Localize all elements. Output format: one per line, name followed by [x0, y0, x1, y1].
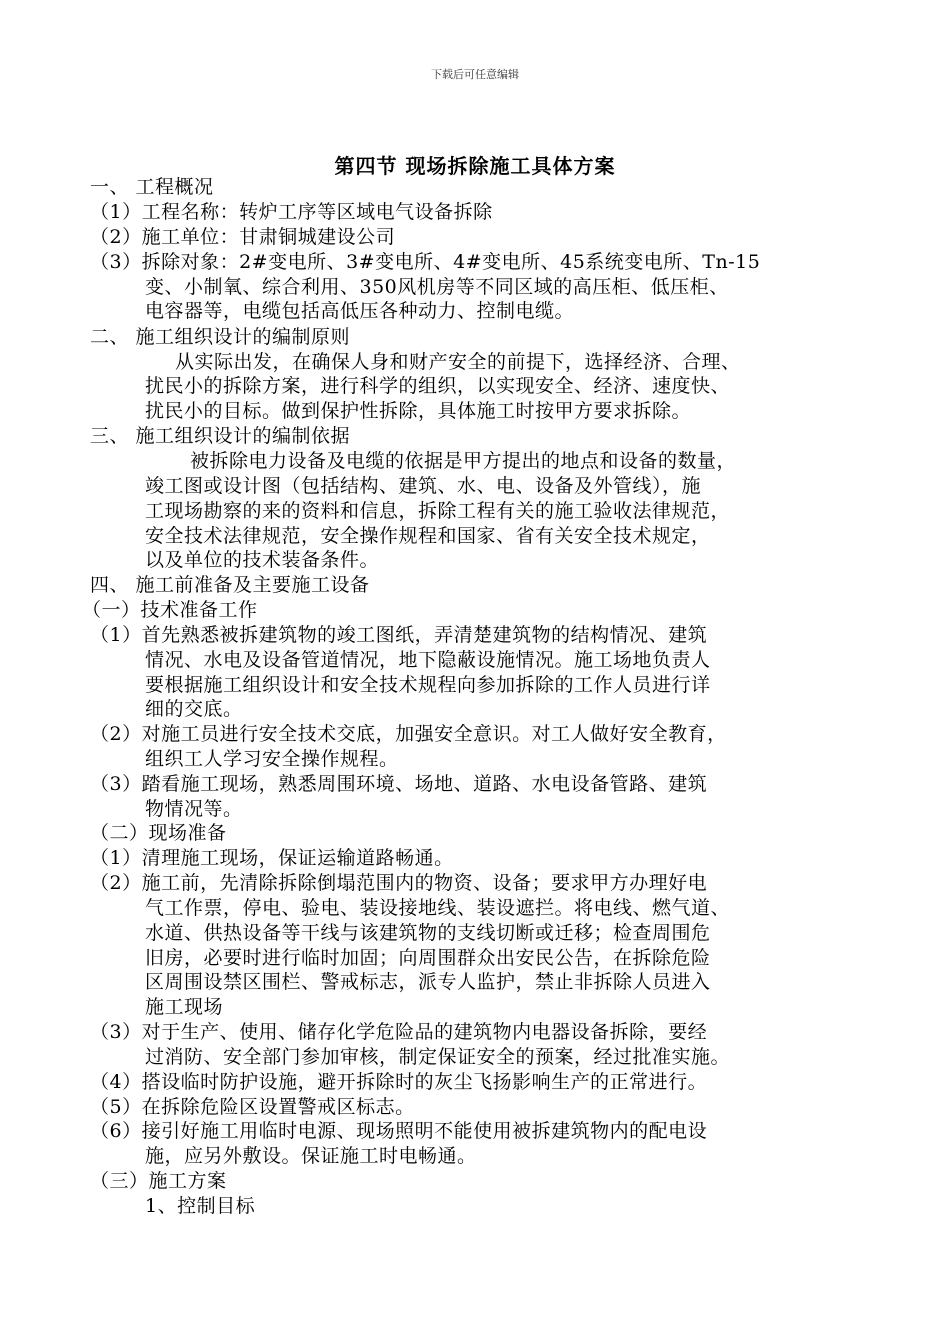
heading-2: 二、 施工组织设计的编制原则 — [90, 326, 351, 348]
section-title: 第四节 现场拆除施工具体方案 — [334, 154, 616, 178]
text-line: （1）清理施工现场，保证运输道路畅通。 — [90, 847, 454, 869]
text-line: 变、小制氧、综合利用、350风机房等不同区域的高压柜、低压柜、 — [145, 276, 729, 298]
text-line: （2）施工前，先清除拆除倒塌范围内的物资、设备；要求甲方办理好电 — [90, 872, 708, 894]
heading-1: 一、 工程概况 — [90, 176, 214, 198]
text-line: （4）搭设临时防护设施，避开拆除时的灰尘飞扬影响生产的正常进行。 — [90, 1071, 708, 1093]
heading-4: 四、 施工前准备及主要施工设备 — [90, 574, 370, 596]
text-line: （3）对于生产、使用、储存化学危险品的建筑物内电器设备拆除，要经 — [90, 1021, 708, 1043]
text-line: （2）对施工员进行安全技术交底，加强安全意识。对工人做好安全教育， — [90, 723, 727, 745]
text-line: 扰民小的拆除方案，进行科学的组织，以实现安全、经济、速度快、 — [145, 375, 731, 397]
text-line: 水道、供热设备等干线与该建筑物的支线切断或迁移；检查周围危 — [145, 922, 711, 944]
text-line: （1）工程名称：转炉工序等区域电气设备拆除 — [90, 201, 493, 223]
text-line: （1）首先熟悉被拆建筑物的竣工图纸，弄清楚建筑物的结构情况、建筑 — [90, 624, 708, 646]
text-line: 旧房，必要时进行临时加固；向周围群众出安民公告，在拆除危险 — [145, 947, 711, 969]
text-line: 竣工图或设计图（包括结构、建筑、水、电、设备及外管线），施 — [145, 475, 702, 497]
text-line: （3）踏看施工现场，熟悉周围环境、场地、道路、水电设备管路、建筑 — [90, 773, 708, 795]
text-line: 过消防、安全部门参加审核，制定保证安全的预案，经过批准实施。 — [145, 1046, 731, 1068]
text-line: 以及单位的技术装备条件。 — [145, 549, 380, 571]
text-line: 安全技术法律规范，安全操作规程和国家、省有关安全技术规定， — [145, 525, 711, 547]
text-line: 扰民小的目标。做到保护性拆除，具体施工时按甲方要求拆除。 — [145, 400, 692, 422]
text-line: 情况、水电及设备管道情况，地下隐蔽设施情况。施工场地负责人 — [145, 649, 711, 671]
text-line: 电容器等，电缆包括高低压各种动力、控制电缆。 — [145, 300, 575, 322]
subheading: （一）技术准备工作 — [82, 599, 258, 621]
subheading: （三）施工方案 — [90, 1170, 227, 1192]
subheading: （二）现场准备 — [90, 822, 227, 844]
text-line: 施工现场 — [145, 996, 224, 1018]
text-line: （6）接引好施工用临时电源、现场照明不能使用被拆建筑物内的配电设 — [90, 1120, 708, 1142]
text-line: 施，应另外敷设。保证施工时电畅通。 — [145, 1145, 477, 1167]
text-line: （2）施工单位：甘肃铜城建设公司 — [90, 226, 396, 248]
text-line: 气工作票，停电、验电、装设接地线、装设遮拦。将电线、燃气道、 — [145, 897, 731, 919]
text-line: 工现场勘察的来的资料和信息，拆除工程有关的施工验收法律规范， — [145, 500, 731, 522]
page-header: 下载后可任意编辑 — [431, 68, 519, 81]
text-line: （3）拆除对象：2#变电所、3#变电所、4#变电所、45系统变电所、Tn-15 — [90, 251, 761, 273]
text-line: 被拆除电力设备及电缆的依据是甲方提出的地点和设备的数量， — [190, 450, 737, 472]
text-line: （5）在拆除危险区设置警戒区标志。 — [90, 1096, 415, 1118]
text-line: 从实际出发，在确保人身和财产安全的前提下，选择经济、合理、 — [175, 351, 741, 373]
text-line: 组织工人学习安全操作规程。 — [145, 748, 399, 770]
text-line: 要根据施工组织设计和安全技术规程向参加拆除的工作人员进行详 — [145, 674, 711, 696]
subheading: 1、控制目标 — [145, 1195, 256, 1217]
heading-3: 三、 施工组织设计的编制依据 — [90, 425, 351, 447]
text-line: 物情况等。 — [145, 798, 243, 820]
text-line: 区周围设禁区围栏、警戒标志，派专人监护，禁止非拆除人员进入 — [145, 971, 711, 993]
text-line: 细的交底。 — [145, 698, 243, 720]
